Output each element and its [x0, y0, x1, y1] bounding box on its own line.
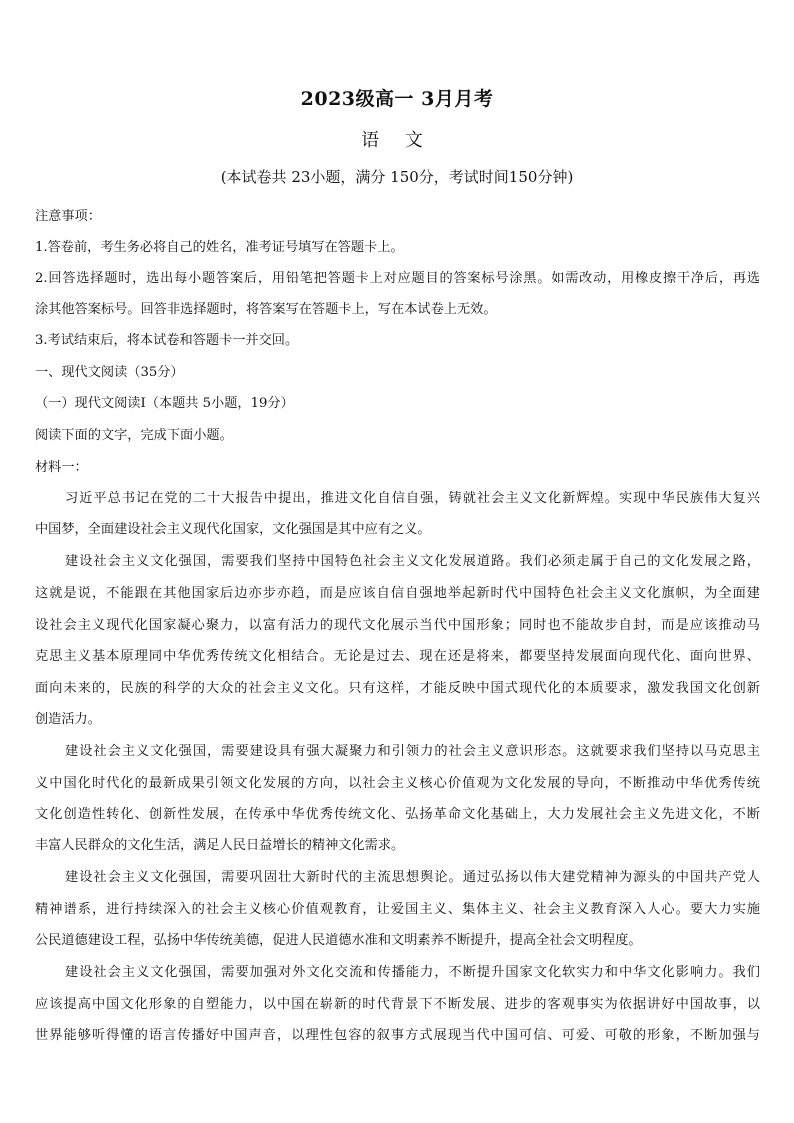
paragraph-2-line: 设社会主义现代化国家凝心聚力，以富有活力的现代文化展示当代中国形象；同时也不能故步自封，而是应该推动马 [35, 618, 760, 633]
notice-item-1: 1.答卷前，考生务必将自己的姓名，准考证号填写在答题卡上。 [35, 240, 404, 255]
paragraph-4-line: 公民道德建设工程，弘扬中华传统美德，促进人民道德水准和文明素养不断提升，提高全社会文明程度。 [35, 933, 642, 948]
paragraph-2-line: 建设社会主义文化强国，需要我们坚持中国特色社会主义文化发展道路。我们必须走属于自己的文化发展之路， [65, 554, 760, 569]
paragraph-3-line: 建设社会主义文化强国，需要建设具有强大凝聚力和引领力的社会主义意识形态。这就要求我们坚持以马克思主 [65, 744, 760, 759]
paragraph-2-line: 克思主义基本原理同中华优秀传统文化相结合。无论是过去、现在还是将来，都要坚持发展面向现代化、面向世界、 [35, 649, 760, 664]
exam-info: (本试卷共 23小题，满分 150分，考试时间150分钟) [220, 168, 574, 186]
paragraph-3-line: 丰富人民群众的文化生活，满足人民日益增长的精神文化需求。 [35, 838, 405, 853]
notice-heading: 注意事项： [35, 209, 101, 224]
paragraph-1-line: 中国梦，全面建设社会主义现代化国家，文化强国是其中应有之义。 [35, 522, 431, 537]
paragraph-2-line: 这就是说，不能跟在其他国家后边亦步亦趋，而是应该自信自强地举起新时代中国特色社会主义文化旗帜，为全面建 [35, 586, 760, 601]
exam-title: 2023级高一 3月月考 [300, 88, 494, 110]
paragraph-2-line: 面向未来的，民族的科学的大众的社会主义文化。只有这样，才能反映中国式现代化的本质要求，激发我国文化创新 [35, 681, 760, 696]
subsection-heading: （一）现代文阅读Ⅰ（本题共 5小题，19分） [35, 396, 294, 411]
notice-item-3: 3.考试结束后，将本试卷和答题卡一并交回。 [35, 333, 299, 348]
paragraph-5-line: 建设社会主义文化强国，需要加强对外文化交流和传播能力，不断提升国家文化软实力和中华文化影响力。我们 [65, 965, 760, 980]
paragraph-3-line: 义中国化时代化的最新成果引领文化发展的方向，以社会主义核心价值观为文化发展的导向，不断推动中华优秀传统 [35, 776, 760, 791]
reading-instruction: 阅读下面的文字，完成下面小题。 [35, 428, 233, 443]
paragraph-4-line: 精神谱系，进行持续深入的社会主义核心价值观教育，让爱国主义、集体主义、社会主义教育深入人心。要大力实施 [35, 902, 760, 917]
paragraph-2-line: 创造活力。 [35, 712, 101, 727]
section-heading: 一、现代文阅读（35分） [35, 365, 184, 380]
paragraph-1-line: 习近平总书记在党的二十大报告中提出，推进文化自信自强，铸就社会主义文化新辉煌。实现中华民族伟大复兴 [65, 491, 760, 506]
notice-item-2-line-1: 2.回答选择题时，选出每小题答案后，用铅笔把答题卡上对应题目的答案标号涂黑。如需改动，用橡皮擦干净后，再选 [35, 271, 760, 286]
paragraph-3-line: 文化创造性转化、创新性发展，在传承中华优秀传统文化、弘扬革命文化基础上，大力发展社会主义先进文化，不断 [35, 807, 760, 822]
paragraph-5-line: 应该提高中国文化形象的自塑能力，以中国在崭新的时代背景下不断发展、进步的客观事实为依据讲好中国故事，以 [35, 997, 760, 1012]
paragraph-5-line: 世界能够听得懂的语言传播好中国声音，以理性包容的叙事方式展现当代中国可信、可爱、可敬的形象，不断加强与 [35, 1028, 760, 1043]
exam-subject: 语 文 [361, 130, 433, 151]
paragraph-4-line: 建设社会主义文化强国，需要巩固壮大新时代的主流思想舆论。通过弘扬以伟大建党精神为源头的中国共产党人 [65, 870, 760, 885]
material-label: 材料一： [35, 460, 88, 475]
notice-item-2-line-2: 涂其他答案标号。回答非选择题时，将答案写在答题卡上，写在本试卷上无效。 [35, 302, 497, 317]
